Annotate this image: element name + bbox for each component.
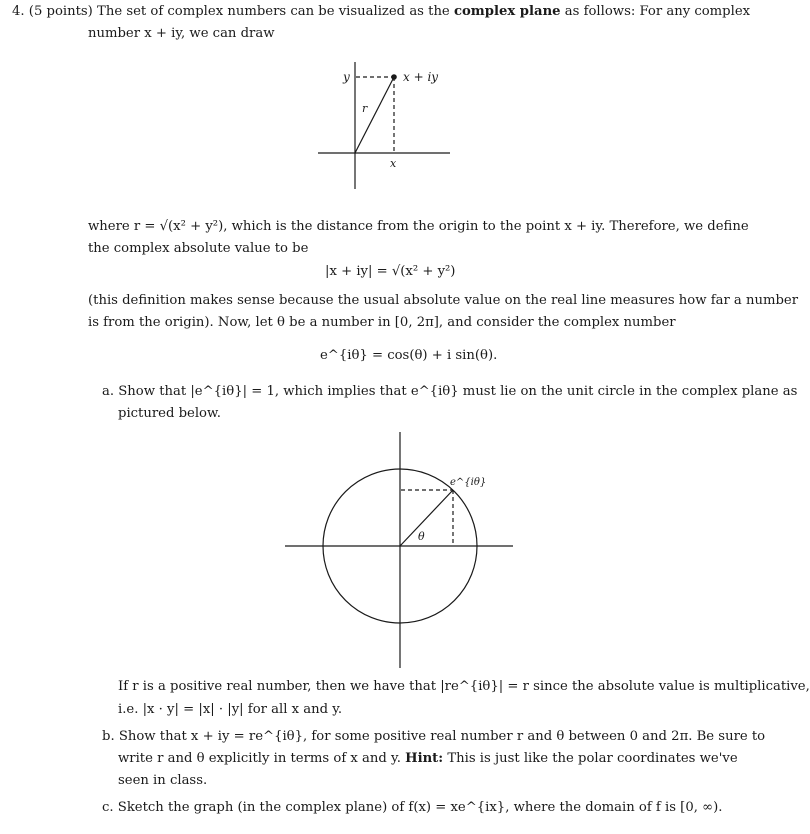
part-b-hint-label: Hint:	[405, 751, 444, 766]
part-a-text-2: pictured below.	[118, 406, 221, 421]
equation-euler: e^{iθ} = cos(θ) + i sin(θ).	[320, 348, 498, 363]
problem-points: (5 points)	[28, 4, 93, 19]
part-b	[102, 729, 765, 744]
figure1-label-point: x + iy	[403, 70, 439, 84]
part-a-text-1: Show that |e^{iθ}| = 1, which implies that e^{iθ} must lie on the unit circle in the complex plane as	[118, 384, 798, 399]
figure1-label-x: x	[390, 157, 397, 170]
problem-intro-line2: number x + iy, we can draw	[88, 26, 275, 41]
figure2-label-point: e^{iθ}	[450, 477, 487, 488]
remark-line-1: If r is a positive real number, then we have that |re^{iθ}| = r since the absolute value is multiplicative,	[118, 679, 810, 694]
part-b-text-1: Show that x + iy = re^{iθ}, for some positive real number r and θ between 0 and 2π. Be sure to	[118, 729, 766, 744]
figure1-label-r: r	[362, 102, 368, 115]
where-line-1: where r = √(x² + y²), which is the distance from the origin to the point x + iy. Therefore, we define	[88, 219, 749, 234]
part-c-label: c.	[102, 800, 114, 815]
problem-intro: The set of complex numbers can be visualized as the	[97, 4, 450, 19]
part-b-text-2a: write r and θ explicitly in terms of x and y.	[118, 751, 401, 766]
part-c-text: Sketch the graph (in the complex plane) of f(x) = xe^{ix}, where the domain of f is [0, ∞).	[117, 800, 723, 815]
remark-line-2: i.e. |x · y| = |x| · |y| for all x and y.	[118, 702, 343, 717]
part-b-line-2	[118, 751, 738, 766]
figure1-radius-line	[355, 77, 394, 153]
note-line-2: is from the origin). Now, let θ be a number in [0, 2π], and consider the complex number	[88, 315, 676, 330]
where-line-2: the complex absolute value to be	[88, 241, 309, 256]
figure1-label-y: y	[343, 70, 350, 84]
problem-intro-end: as follows: For any complex	[564, 4, 751, 19]
part-b-label: b.	[102, 729, 115, 744]
figure1-point	[391, 74, 397, 80]
part-b-text-3: seen in class.	[118, 773, 208, 788]
problem-number: 4.	[12, 4, 25, 19]
equation-absolute-value: |x + iy| = √(x² + y²)	[325, 264, 456, 279]
figure2-radius-line	[400, 490, 453, 546]
figure2-label-theta: θ	[418, 530, 425, 543]
part-b-text-2b: This is just like the polar coordinates we've	[447, 751, 738, 766]
part-c	[102, 800, 722, 815]
note-line-1: (this definition makes sense because the usual absolute value on the real line measures how far a number	[88, 293, 799, 308]
part-a-label: a.	[102, 384, 115, 399]
part-a	[102, 384, 797, 399]
problem-term-complex-plane: complex plane	[453, 4, 561, 19]
